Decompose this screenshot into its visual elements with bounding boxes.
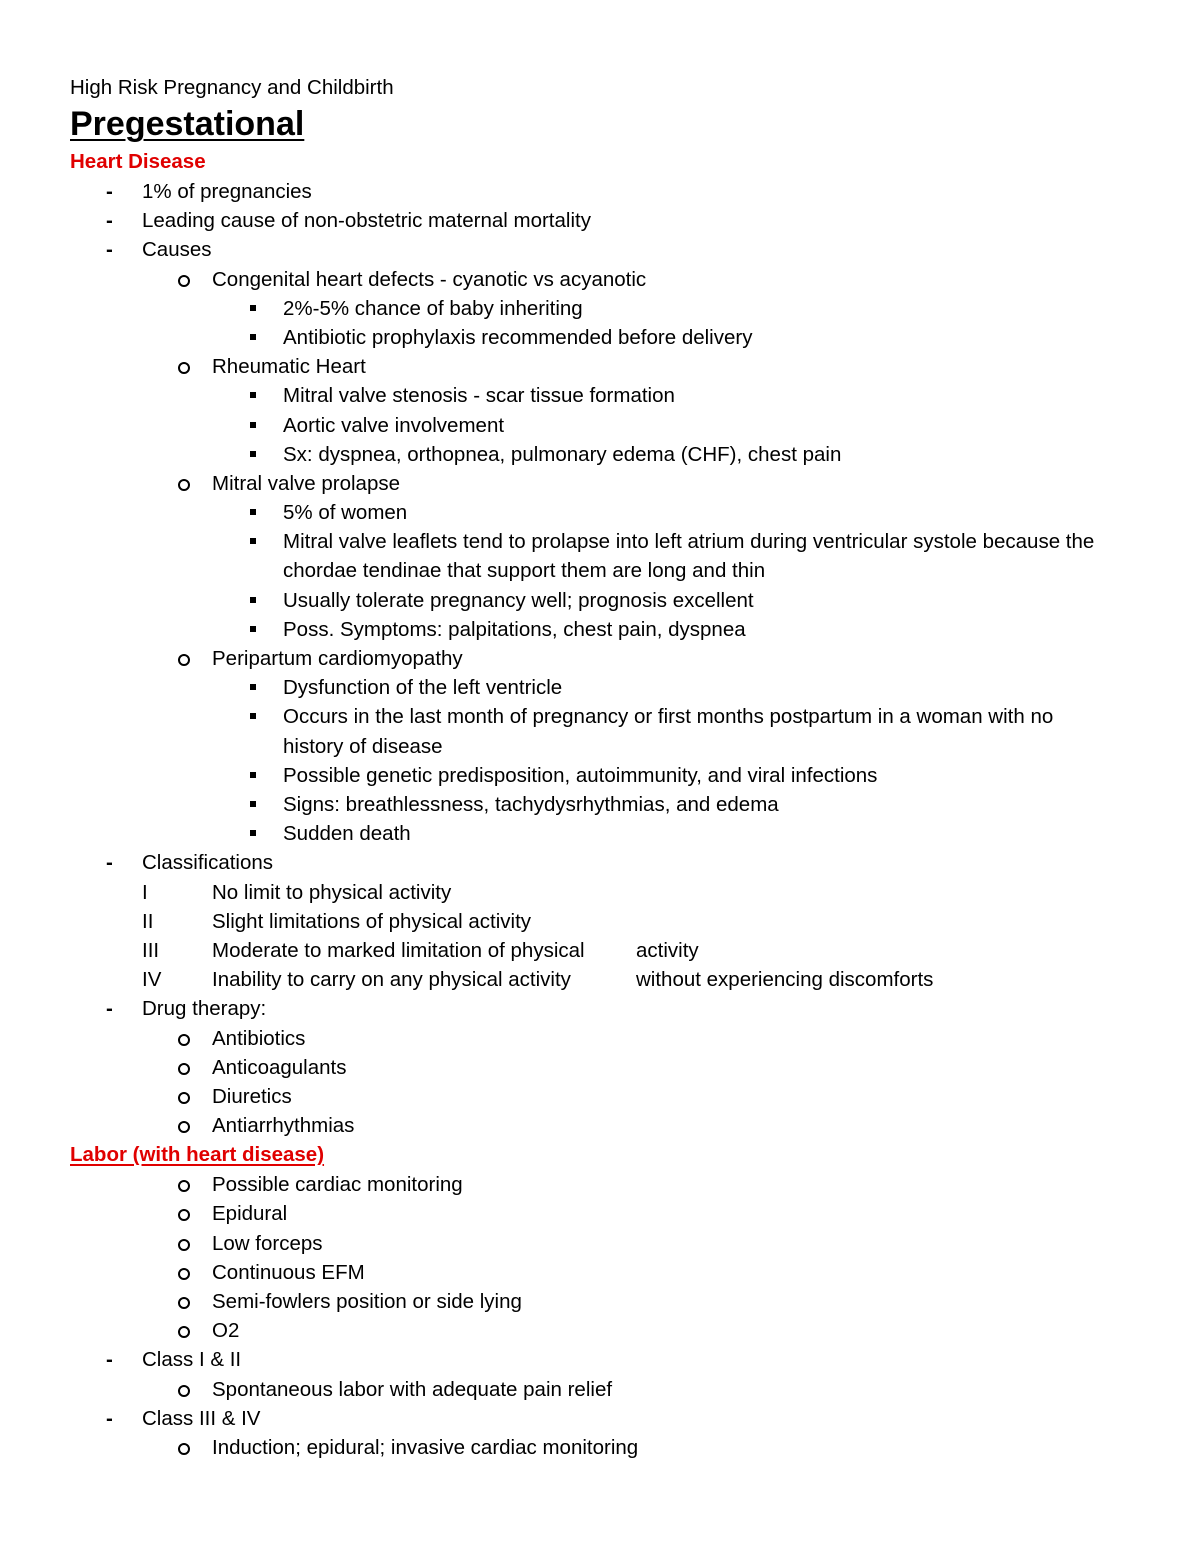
sub-list-item-text: Rheumatic Heart xyxy=(212,355,366,379)
sub-sub-list-item xyxy=(70,294,1140,323)
classification-text: Slight limitations of physical activity xyxy=(212,909,532,933)
section-heading-text: Labor (with heart disease) xyxy=(70,1143,325,1167)
sub-sub-list-item xyxy=(70,586,1140,615)
section-heading-labor xyxy=(70,1140,1140,1170)
sub-list-item xyxy=(70,1287,1140,1316)
classification-row xyxy=(70,878,1140,907)
sub-sub-list-item xyxy=(70,411,1140,440)
list-item xyxy=(70,994,1140,1023)
list-item xyxy=(70,1345,1140,1374)
sub-sub-list-item xyxy=(70,615,1140,644)
list-item-text: Class III & IV xyxy=(142,1406,261,1430)
sub-list-item-text: Continuous EFM xyxy=(212,1260,365,1284)
sub-list-item-text: Anticoagulants xyxy=(212,1055,347,1079)
sub-list-item xyxy=(70,1229,1140,1258)
sub-list-item-text: Semi-fowlers position or side lying xyxy=(212,1290,522,1313)
dash-bullet-icon: - xyxy=(106,1348,113,1372)
list-item xyxy=(70,177,1140,206)
sub-list-item-text: Low forceps xyxy=(212,1231,323,1255)
sub-list-item xyxy=(70,1375,1140,1404)
classification-row xyxy=(70,907,1140,936)
section-heading-heart-disease xyxy=(70,147,1140,177)
sub-sub-list-item-text: Poss. Symptoms: palpitations, chest pain, dyspnea xyxy=(283,617,746,641)
sub-sub-list-item xyxy=(70,819,1140,848)
dash-bullet-icon: - xyxy=(106,238,113,262)
sub-sub-list-item-text: Sx: dyspnea, orthopnea, pulmonary edema (CHF), chest pain xyxy=(283,442,842,466)
sub-list-item xyxy=(70,265,1140,294)
list-item-text: Class I & II xyxy=(142,1348,242,1372)
sub-sub-list-item-text: Mitral valve stenosis - scar tissue formation xyxy=(283,384,675,408)
list-item xyxy=(70,1404,1140,1433)
sub-sub-list-item-text: 5% of women xyxy=(283,501,408,525)
sub-list-item xyxy=(70,1170,1140,1199)
sub-sub-list-item xyxy=(70,761,1140,790)
sub-sub-list-item xyxy=(70,702,1140,760)
sub-list-item xyxy=(70,1258,1140,1287)
sub-list-item-text: Diuretics xyxy=(212,1084,292,1108)
classification-row xyxy=(70,965,1140,994)
sub-list-item-text: Mitral valve prolapse xyxy=(212,471,400,495)
classification-text: Inability to carry on any physical activity xyxy=(212,968,571,992)
classification-number: II xyxy=(142,909,154,933)
sub-list-item xyxy=(70,1111,1140,1140)
list-item-text: Leading cause of non-obstetric maternal mortality xyxy=(142,209,591,233)
document-body xyxy=(70,73,1140,1462)
sub-list-item xyxy=(70,1082,1140,1111)
sub-list-item-text: Possible cardiac monitoring xyxy=(212,1173,463,1197)
sub-sub-list-item-text: Aortic valve involvement xyxy=(283,413,505,437)
sub-list-item-text: Spontaneous labor with adequate pain relief xyxy=(212,1377,613,1401)
list-item xyxy=(70,206,1140,235)
dash-bullet-icon: - xyxy=(106,1406,113,1430)
classification-number: III xyxy=(142,938,160,962)
page-heading xyxy=(70,102,1140,147)
section-heading-text: Heart Disease xyxy=(70,150,206,173)
document-title xyxy=(70,73,1140,102)
list-item xyxy=(70,848,1140,877)
sub-list-item xyxy=(70,1053,1140,1082)
list-item-text: Drug therapy: xyxy=(142,997,267,1021)
sub-sub-list-item-text: 2%-5% chance of baby inheriting xyxy=(283,296,583,320)
list-item xyxy=(70,235,1140,264)
classification-text: Moderate to marked limitation of physical xyxy=(212,938,585,962)
classification-extra: activity xyxy=(636,938,699,962)
sub-list-item-text: Antibiotics xyxy=(212,1026,306,1050)
sub-sub-list-item-text: Mitral valve leaflets tend to prolapse into left atrium during ventricular systole because the chordae tendinae that support them are long and thin xyxy=(283,530,1095,583)
dash-bullet-icon: - xyxy=(106,209,113,233)
list-item-text: Causes xyxy=(142,238,212,262)
sub-sub-list-item xyxy=(70,498,1140,527)
classification-extra: without experiencing discomforts xyxy=(636,968,934,992)
sub-sub-list-item-text: Occurs in the last month of pregnancy or first months postpartum in a woman with no history of disease xyxy=(283,705,1054,758)
sub-list-item xyxy=(70,1433,1140,1462)
sub-list-item xyxy=(70,644,1140,673)
classification-text: No limit to physical activity xyxy=(212,880,452,904)
sub-sub-list-item-text: Dysfunction of the left ventricle xyxy=(283,676,563,700)
classification-number: I xyxy=(142,880,148,904)
document-title-text: High Risk Pregnancy and Childbirth xyxy=(70,76,394,99)
sub-list-item xyxy=(70,1316,1140,1345)
sub-list-item-text: Induction; epidural; invasive cardiac monitoring xyxy=(212,1435,639,1459)
sub-sub-list-item xyxy=(70,381,1140,410)
sub-sub-list-item xyxy=(70,323,1140,352)
sub-list-item-text: Antiarrhythmias xyxy=(212,1114,355,1138)
sub-list-item xyxy=(70,469,1140,498)
page-heading-text: Pregestational xyxy=(70,105,305,143)
sub-list-item-text: Peripartum cardiomyopathy xyxy=(212,647,463,671)
classification-number: IV xyxy=(142,968,162,992)
sub-sub-list-item xyxy=(70,673,1140,702)
list-item-text: 1% of pregnancies xyxy=(142,180,312,203)
sub-sub-list-item xyxy=(70,790,1140,819)
dash-bullet-icon: - xyxy=(106,997,113,1021)
sub-list-item xyxy=(70,352,1140,381)
sub-list-item-text: O2 xyxy=(212,1319,240,1343)
sub-list-item-text: Congenital heart defects - cyanotic vs acyanotic xyxy=(212,267,647,291)
dash-bullet-icon: - xyxy=(106,851,113,875)
list-item-text: Classifications xyxy=(142,851,274,875)
dash-bullet-icon: - xyxy=(106,180,113,203)
classification-row xyxy=(70,936,1140,965)
sub-sub-list-item xyxy=(70,440,1140,469)
sub-sub-list-item xyxy=(70,527,1140,585)
sub-sub-list-item-text: Antibiotic prophylaxis recommended before delivery xyxy=(283,325,753,349)
sub-list-item xyxy=(70,1199,1140,1228)
sub-sub-list-item-text: Possible genetic predisposition, autoimmunity, and viral infections xyxy=(283,763,878,787)
sub-sub-list-item-text: Sudden death xyxy=(283,822,411,846)
sub-list-item xyxy=(70,1024,1140,1053)
sub-sub-list-item-text: Usually tolerate pregnancy well; prognosis excellent xyxy=(283,588,754,612)
sub-sub-list-item-text: Signs: breathlessness, tachydysrhythmias, and edema xyxy=(283,793,779,816)
sub-list-item-text: Epidural xyxy=(212,1202,288,1226)
